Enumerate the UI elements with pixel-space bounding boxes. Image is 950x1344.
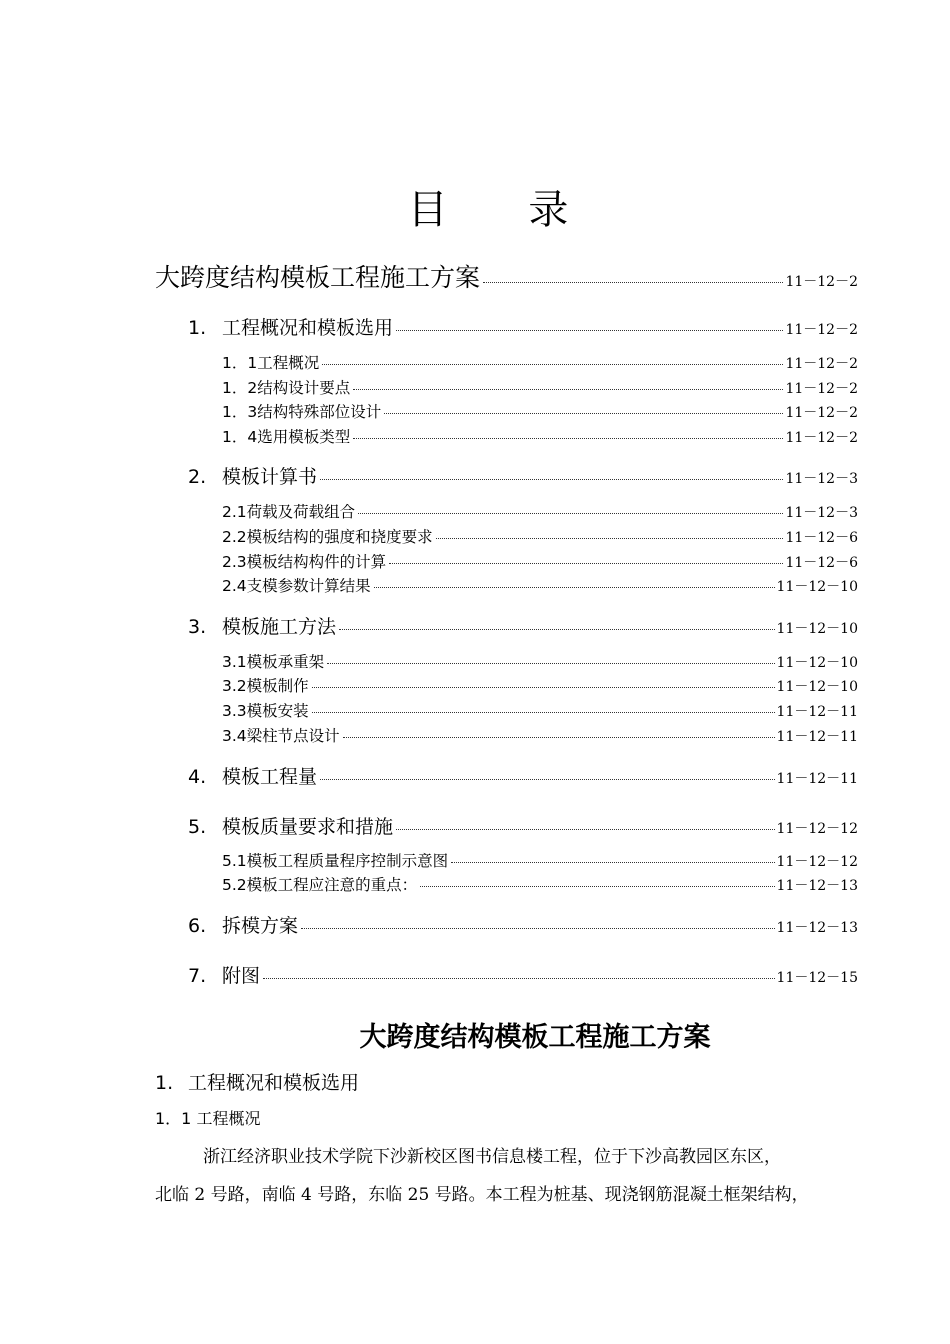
toc-page-number: 11－12－2 xyxy=(785,274,858,290)
toc-entry[interactable] xyxy=(188,911,858,938)
toc-entry-label xyxy=(222,525,434,547)
toc-page-number: 11－12－10 xyxy=(776,579,858,595)
toc-entry-label xyxy=(222,650,325,672)
toc-page-number: 11－12－11 xyxy=(776,771,858,787)
paragraph-line-2: 北临 2 号路，南临 4 号路，东临 25 号路。本工程为桩基、现浇钢筋混凝土框架结构， xyxy=(155,1185,809,1205)
toc-entry-number: 6. xyxy=(188,915,207,937)
toc-page-number: 11－12－6 xyxy=(785,555,858,571)
toc-entry-number: 5.2 xyxy=(222,876,247,894)
toc-dot-leader xyxy=(451,862,774,863)
toc-dot-leader xyxy=(374,587,775,588)
toc-entry-label xyxy=(188,313,394,340)
toc-entry-text: 选用模板类型 xyxy=(257,428,351,446)
toc-entry-label xyxy=(222,849,449,871)
toc-entry-number: 3.4 xyxy=(222,727,247,745)
toc-entry[interactable] xyxy=(188,313,858,340)
toc-entry-label xyxy=(222,674,310,696)
toc-entry-label xyxy=(222,400,382,422)
toc-entry-label xyxy=(188,762,318,789)
toc-entry[interactable] xyxy=(222,650,858,672)
toc-entry-label xyxy=(222,550,387,572)
toc-entry-text: 大跨度结构模板工程施工方案 xyxy=(155,263,481,292)
toc-entry-number: 3.2 xyxy=(222,677,247,695)
toc-entry-text: 梁柱节点设计 xyxy=(246,727,340,745)
toc-entry[interactable] xyxy=(188,762,858,789)
toc-entry-number: 1．4 xyxy=(222,428,258,446)
toc-dot-leader xyxy=(353,438,783,439)
section-heading-1 xyxy=(155,1068,359,1095)
toc-dot-leader xyxy=(483,282,783,283)
subsection-heading-1-1: 1．1 工程概况 xyxy=(155,1109,261,1128)
toc-entry-text: 模板安装 xyxy=(246,702,309,720)
toc-entry-number: 5. xyxy=(188,816,207,838)
toc-dot-leader xyxy=(320,779,775,780)
toc-entry-number: 2. xyxy=(188,466,207,488)
toc-entry-text: 荷载及荷载组合 xyxy=(246,503,356,521)
toc-entry-text: 工程概况 xyxy=(257,354,320,372)
toc-entry[interactable] xyxy=(222,674,858,696)
toc-entry[interactable] xyxy=(222,699,858,721)
toc-page-number: 11－12－10 xyxy=(776,621,858,637)
toc-page-number: 11－12－2 xyxy=(785,356,858,372)
section-title: 工程概况和模板选用 xyxy=(188,1072,360,1094)
toc-entry-label xyxy=(222,574,372,596)
toc-entry-text: 结构特殊部位设计 xyxy=(257,403,382,421)
toc-dot-leader xyxy=(263,978,775,979)
toc-entry[interactable] xyxy=(222,376,858,398)
toc-entry-number: 3. xyxy=(188,616,207,638)
toc-dot-leader xyxy=(322,364,783,365)
toc-entry[interactable] xyxy=(222,525,858,547)
toc-entry[interactable] xyxy=(222,500,858,522)
toc-page-number: 11－12－11 xyxy=(776,729,858,745)
toc-dot-leader xyxy=(396,829,775,830)
toc-page-number: 11－12－3 xyxy=(785,505,858,521)
toc-page-number: 11－12－2 xyxy=(785,381,858,397)
toc-entry-text: 模板计算书 xyxy=(222,466,318,488)
toc-entry-number: 2.3 xyxy=(222,553,247,571)
toc-page-number: 11－12－10 xyxy=(776,655,858,671)
toc-dot-leader xyxy=(339,629,775,630)
toc-entry-text: 模板施工方法 xyxy=(222,616,337,638)
toc-page-number: 11－12－3 xyxy=(785,471,858,487)
toc-entry-text: 模板结构的强度和挠度要求 xyxy=(246,528,433,546)
toc-entry-text: 模板工程应注意的重点： xyxy=(246,876,418,894)
toc-dot-leader xyxy=(358,513,783,514)
toc-entry[interactable] xyxy=(222,849,858,871)
toc-entry-label xyxy=(188,812,394,839)
toc-entry[interactable] xyxy=(188,812,858,839)
toc-entry-label xyxy=(188,961,261,988)
toc-dot-leader xyxy=(312,687,775,688)
document-heading: 大跨度结构模板工程施工方案 xyxy=(359,1022,711,1053)
toc-entry[interactable] xyxy=(222,550,858,572)
toc-entry-number: 3.3 xyxy=(222,702,247,720)
toc-entry-number: 1．2 xyxy=(222,379,258,397)
section-number: 1. xyxy=(155,1072,174,1094)
toc-entry-label xyxy=(188,612,337,639)
toc-dot-leader xyxy=(396,330,783,331)
toc-dot-leader xyxy=(327,663,774,664)
toc-page-number: 11－12－6 xyxy=(785,530,858,546)
toc-entry-label xyxy=(222,699,310,721)
toc-entry[interactable] xyxy=(222,351,858,373)
toc-entry-text: 模板质量要求和措施 xyxy=(222,816,394,838)
toc-entry-label xyxy=(222,425,351,447)
toc-page-number: 11－12－2 xyxy=(785,405,858,421)
toc-entry[interactable] xyxy=(188,961,858,988)
toc-page-number: 11－12－11 xyxy=(776,704,858,720)
toc-page-number: 11－12－12 xyxy=(776,854,858,870)
toc-dot-leader xyxy=(420,886,774,887)
toc-entry-number: 1．3 xyxy=(222,403,258,421)
toc-dot-leader xyxy=(301,928,775,929)
toc-entry[interactable] xyxy=(222,400,858,422)
toc-entry-number: 2.1 xyxy=(222,503,247,521)
toc-entry-text: 结构设计要点 xyxy=(257,379,351,397)
toc-entry-number: 5.1 xyxy=(222,852,247,870)
toc-dot-leader xyxy=(353,389,783,390)
toc-entry-text: 模板工程质量程序控制示意图 xyxy=(246,852,449,870)
toc-page-number: 11－12－10 xyxy=(776,679,858,695)
toc-entry-label xyxy=(155,258,481,294)
toc-page-number: 11－12－12 xyxy=(776,821,858,837)
toc-entry-text: 模板承重架 xyxy=(246,653,325,671)
toc-entry-text: 支模参数计算结果 xyxy=(246,577,371,595)
toc-page-number: 11－12－13 xyxy=(776,878,858,894)
toc-entry-label xyxy=(188,911,299,938)
toc-entry-number: 3.1 xyxy=(222,653,247,671)
toc-title: 目 录 xyxy=(407,187,603,233)
toc-dot-leader xyxy=(320,479,783,480)
toc-page-number: 11－12－15 xyxy=(776,970,858,986)
toc-entry[interactable] xyxy=(188,612,858,639)
toc-entry-text: 模板工程量 xyxy=(222,766,318,788)
toc-entry-text: 拆模方案 xyxy=(222,915,299,937)
toc-entry-label xyxy=(222,500,356,522)
toc-entry-number: 1．1 xyxy=(222,354,258,372)
toc-entry-text: 工程概况和模板选用 xyxy=(222,317,394,339)
toc-entry[interactable] xyxy=(222,574,858,596)
toc-entry-number: 2.4 xyxy=(222,577,247,595)
toc-entry[interactable] xyxy=(188,462,858,489)
toc-entry[interactable] xyxy=(222,873,858,895)
toc-entry-label xyxy=(222,351,320,373)
toc-entry-text: 附图 xyxy=(222,965,261,987)
toc-dot-leader xyxy=(389,563,783,564)
toc-entry[interactable] xyxy=(222,425,858,447)
toc-entry-label xyxy=(222,873,418,895)
toc-entry-text: 模板制作 xyxy=(246,677,309,695)
toc-entry-number: 1. xyxy=(188,317,207,339)
toc-dot-leader xyxy=(436,538,784,539)
toc-entry-label xyxy=(222,376,351,398)
toc-page-number: 11－12－2 xyxy=(785,430,858,446)
toc-page-number: 11－12－13 xyxy=(776,920,858,936)
toc-entry-text: 模板结构构件的计算 xyxy=(246,553,387,571)
toc-dot-leader xyxy=(343,737,775,738)
paragraph-line-1: 浙江经济职业技术学院下沙新校区图书信息楼工程，位于下沙高教园区东区， xyxy=(203,1147,781,1167)
toc-page-number: 11－12－2 xyxy=(785,322,858,338)
toc-entry-number: 2.2 xyxy=(222,528,247,546)
toc-dot-leader xyxy=(312,712,775,713)
toc-entry[interactable] xyxy=(155,258,858,294)
toc-entry-number: 4. xyxy=(188,766,207,788)
toc-dot-leader xyxy=(384,413,783,414)
toc-entry-label xyxy=(188,462,318,489)
toc-entry-label xyxy=(222,724,341,746)
toc-entry-number: 7. xyxy=(188,965,207,987)
toc-entry[interactable] xyxy=(222,724,858,746)
